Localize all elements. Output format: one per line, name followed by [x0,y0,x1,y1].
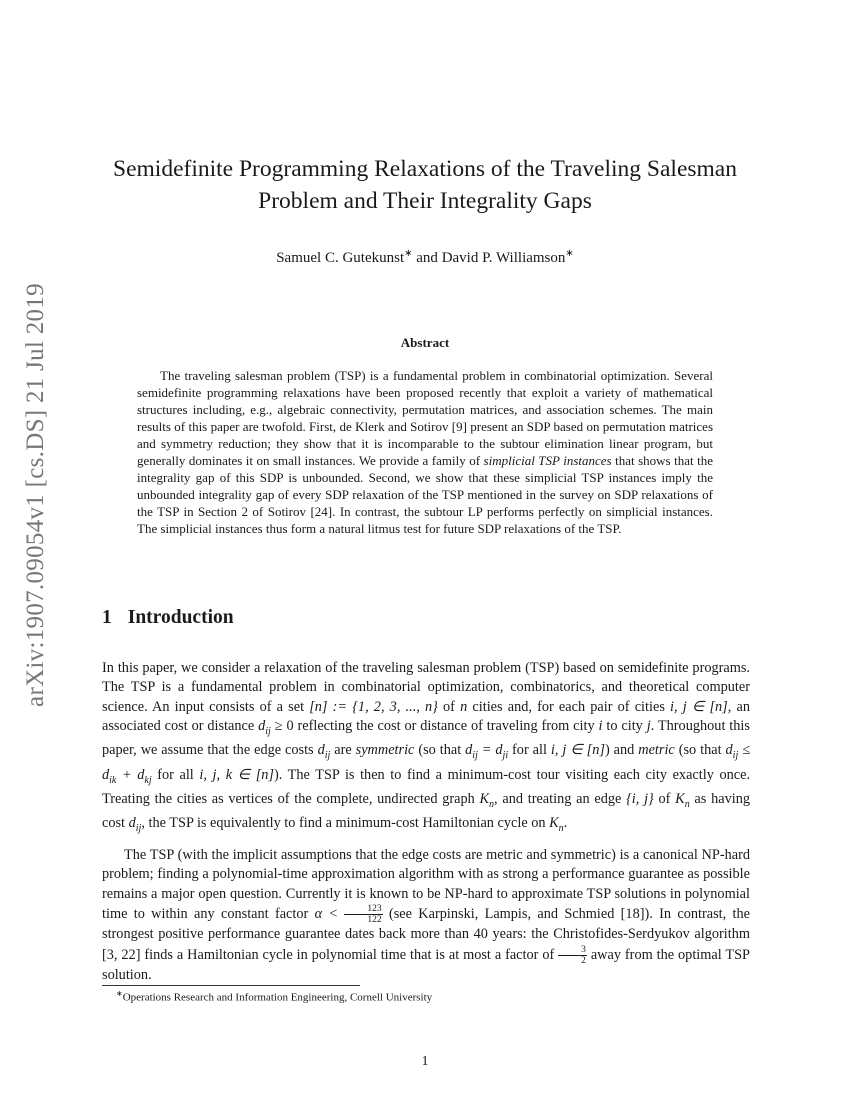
arxiv-identifier-stamp [16,0,56,1100]
text-run: (so that [674,742,726,759]
section-number: 1 [102,607,112,628]
fraction-numerator: 3 [558,945,587,956]
emphasis: symmetric [355,742,415,759]
math-subscript: ij [732,750,739,762]
math-subscript: ji [502,750,509,762]
text-run: , the TSP is equivalently to find a minimum-cost Hamiltonian cycle on [141,815,550,832]
fraction-denominator: 122 [367,915,382,926]
math-inline: d [725,742,733,759]
fraction-3-2 [558,945,587,966]
text-run: In this paper, we consider a relaxation of the traveling salesman problem (TSP) based on semidefinite programs. The TSP is a fundamental problem in combinatorial optimization, combinatorics, and theoretical computer science. An input consists of a set [102,660,750,715]
footnote [116,989,432,1004]
abstract-text [137,367,713,537]
fraction-123-122 [344,904,382,925]
abstract-text-part: that shows that the integrality gap of this SDP is unbounded. Second, we show that these simplicial TSP instances imply the unbounded integrality gap of every SDP relaxation of the TSP mentioned in the survey on SDP relaxations of the TSP in Section 2 of Sotirov [24]. In contrast, the subtour LP performs perfectly on simplicial instances. The simplicial instances thus form a natural litmus test for future SDP relaxations of the TSP. [137,453,713,536]
math-inline: d [258,718,266,735]
section-heading [102,607,234,629]
footnote-text: Operations Research and Information Engineering, Cornell University [122,991,433,1004]
math-inline: n [460,698,468,715]
text-run: (see Karpinski, Lampis, and Schmied [18]). In contrast, the strongest positive performance guarantee dates back more than 40 years: the Christofides-Serdyukov algorithm [3, 22] finds a Hamiltonian cycle in polynomial time that is at most a factor of [102,906,750,963]
math-inline: d [465,742,473,759]
math-inline: j [646,718,651,735]
math-inline: i, j ∈ [n] [550,742,605,759]
math-inline: + d [116,766,145,783]
math-inline: d [128,815,136,832]
text-run: reflecting the cost or distance of traveling from city [293,718,599,735]
math-inline: ≤ d [102,742,751,783]
text-run: . [563,815,568,832]
footnote-mark: ∗ [116,989,123,998]
text-run: of [437,698,461,715]
text-run: (so that [414,742,466,759]
fraction-numerator: 123 [344,904,382,915]
text-run: as having cost [102,791,750,832]
math-inline: [n] := {1, 2, 3, ..., n} [309,698,438,715]
math-subscript: ij [472,750,478,762]
text-run: of [653,791,676,808]
text-run: , an associated cost or distance [102,698,750,735]
math-inline: i [598,718,603,735]
text-run: ). The TSP is then to find a minimum-cost tour visiting each city exactly once. Treating the cities as vertices of the complete, undirected graph [102,766,751,808]
title-line: Problem and Their Integrality Gaps [258,188,592,214]
abstract-emphasis: simplicial TSP instances [483,453,612,468]
math-inline: = d [477,742,503,759]
arxiv-identifier-text: arXiv:1907.09054v1 [cs.DS] 21 Jul 2019 [22,283,49,707]
text-run: are [330,742,356,759]
text-run: for all [508,742,551,759]
math-subscript: n [684,798,690,810]
math-subscript: kj [144,774,152,786]
page-number: 1 [421,1054,429,1069]
math-inline: i, j, k ∈ [n] [199,766,274,783]
math-subscript: n [558,823,564,835]
math-inline: K [675,791,685,808]
fraction-denominator: 2 [581,955,586,966]
math-subscript: ij [135,823,142,835]
emphasis: metric [638,742,675,759]
math-inline: {i, j} [626,791,654,808]
math-inline: i, j ∈ [n] [670,698,728,715]
text-run: . Throughout this paper, we assume that the edge costs [102,718,750,759]
title-line: Semidefinite Programming Relaxations of the Traveling Salesman [113,156,737,182]
text-run: , and treating an edge [494,791,627,808]
abstract-heading: Abstract [400,335,450,350]
math-inline: K [549,815,559,832]
math-subscript: ij [324,750,331,762]
text-run: cities and, for each pair of cities [467,698,671,715]
math-subscript: ik [109,774,117,786]
text-run: away from the optimal TSP solution. [102,946,750,983]
affiliation-mark: ∗ [404,248,413,259]
text-run: to city [602,718,647,735]
math-subscript: n [489,798,495,810]
footnote-divider [102,985,360,986]
text-run: ) and [604,742,639,759]
math-subscript: ij [265,726,271,738]
math-inline: α < [314,906,345,922]
section-title: Introduction [127,607,234,628]
math-inline: K [479,791,490,808]
author-name: Samuel C. Gutekunst [276,250,405,266]
text-run: for all [151,766,200,783]
author-name: David P. Williamson [441,250,566,266]
paper-title [90,153,760,217]
author-joiner: and [412,250,442,266]
author-list [90,248,760,267]
affiliation-mark: ∗ [565,248,574,259]
body-paragraph [102,846,750,985]
text-run: The TSP (with the implicit assumptions that the edge costs are metric and symmetric) is a canonical NP-hard problem; finding a polynomial-time approximation algorithm with as strong a performance guarantee as possible remains a major open question. Currently it is known to be NP-hard to approximate TSP solutions in polynomial time to within any constant factor [102,847,750,922]
math-inline: d [317,742,325,759]
abstract-text-part: The traveling salesman problem (TSP) is a fundamental problem in combinatorial optimization. Several semidefinite programming relaxations have been proposed recently that exploit a variety of mathematical structures including, e.g., algebraic connectivity, permutation matrices, and association schemes. The main results of this paper are twofold. First, de Klerk and Sotirov [9] present an SDP based on permutation matrices and symmetry reduction; they show that it is incomparable to the subtour elimination linear program, but generally dominates it on small instances. We provide a family of [137,368,713,468]
math-inline: ≥ 0 [270,718,294,735]
body-paragraph [102,659,750,839]
